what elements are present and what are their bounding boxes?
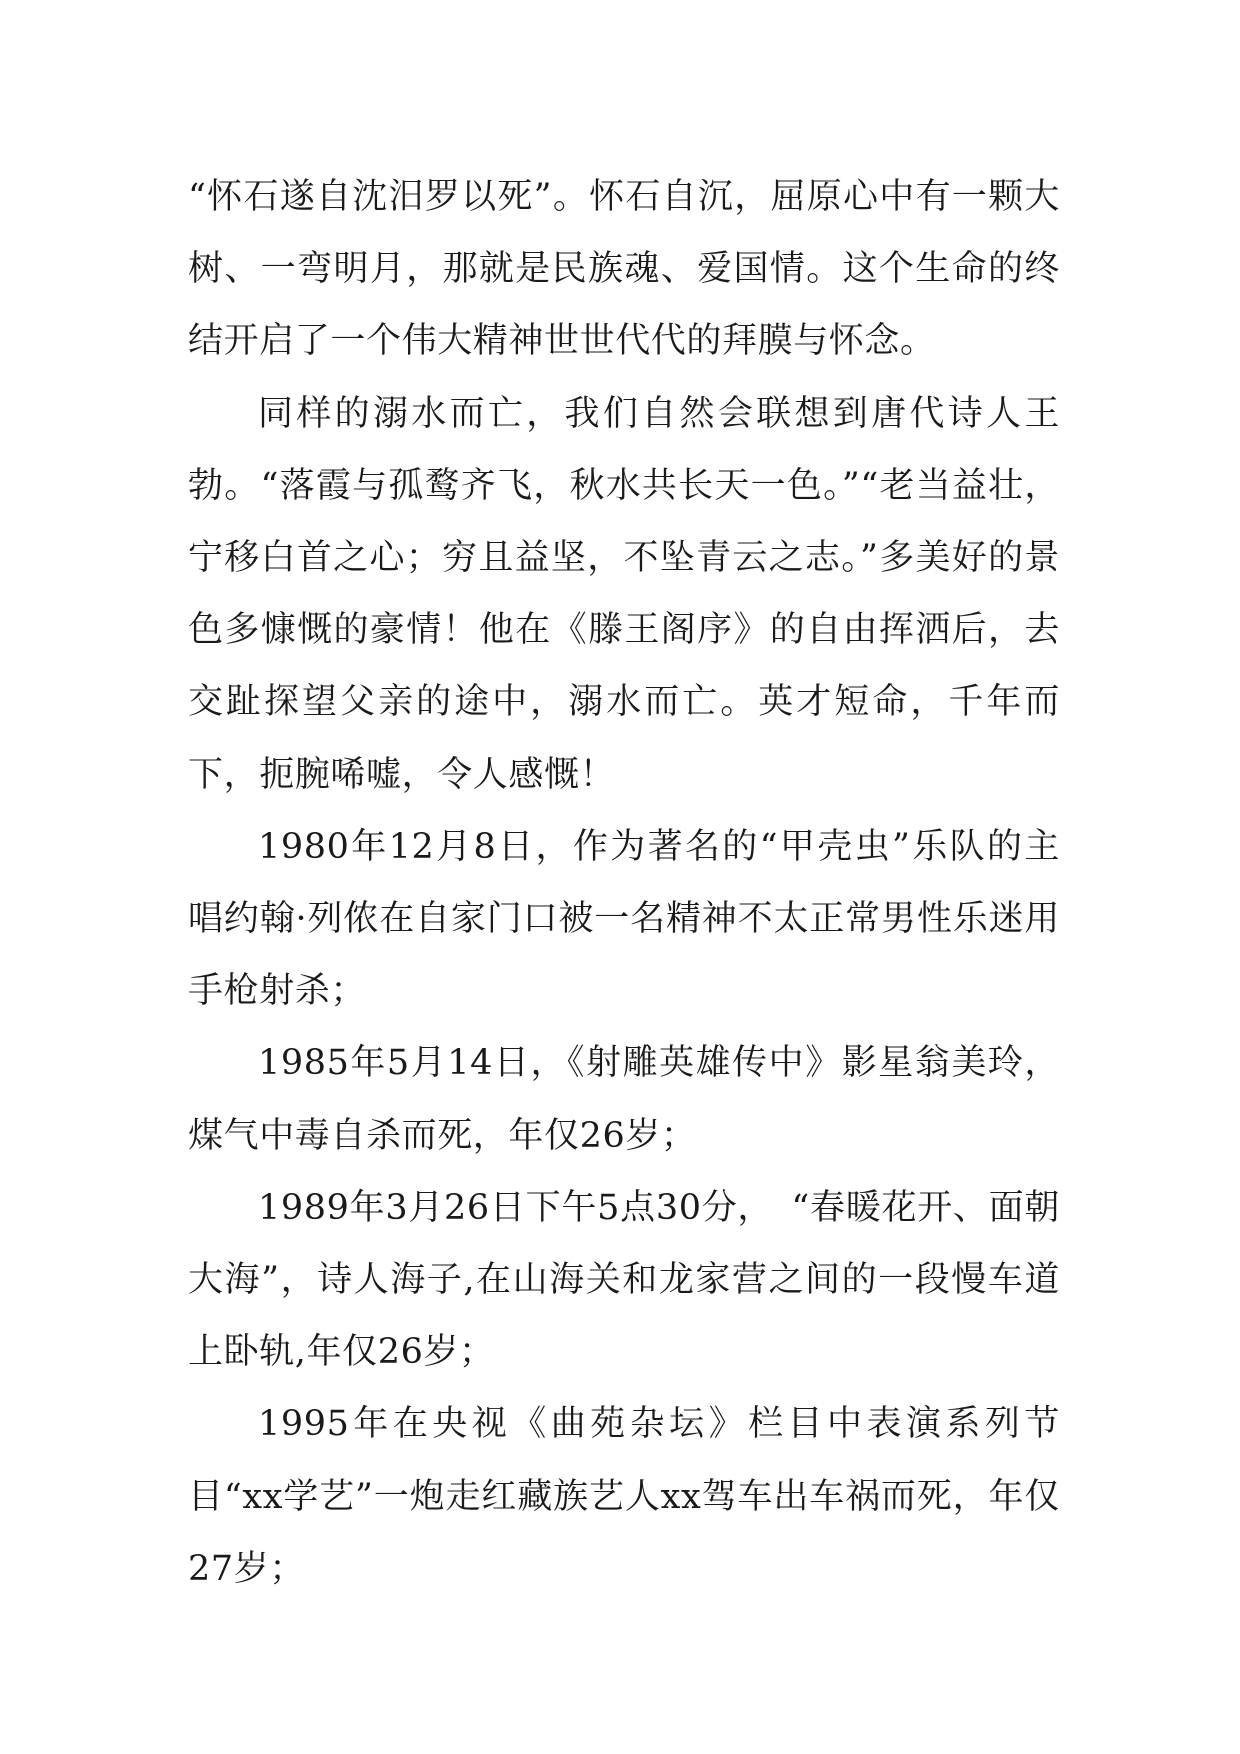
paragraph-haizi: 1989年3月26日下午5点30分， “春暖花开、面朝大海”，诗人海子,在山海关和龙家营之间的一段慢车道上卧轨,年仅26岁； [188,1187,1060,1373]
paragraph-john-lennon: 1980年12月8日，作为著名的“甲壳虫”乐队的主唱约翰·列侬在自家门口被一名精神不太正常男性乐迷用手枪射杀； [188,826,1060,1012]
paragraph-wangbo: 同样的溺水而亡，我们自然会联想到唐代诗人王勃。“落霞与孤鹜齐飞，秋水共长天一色。”“老当益壮，宁移白首之心；穷且益坚，不坠青云之志。”多美好的景色多慷慨的豪情！他在《滕王阁序》的自由挥洒后，去交趾探望父亲的途中，溺水而亡。英才短命，千年而下，扼腕唏嘘，令人感慨！ [188,393,1060,795]
paragraph-barbara-yung: 1985年5月14日，《射雕英雄传中》影星翁美玲，煤气中毒自杀而死，年仅26岁； [188,1043,1060,1156]
document-page [188,161,1060,1605]
paragraph-1995-artist: 1995年在央视《曲苑杂坛》栏目中表演系列节目“xx学艺”一炮走红藏族艺人xx驾车出车祸而死，年仅27岁； [188,1404,1060,1589]
paragraph-quyuan: “怀石遂自沈汨罗以死”。怀石自沉，屈原心中有一颗大树、一弯明月，那就是民族魂、爱国情。这个生命的终结开启了一个伟大精神世世代代的拜膜与怀念。 [188,177,1060,362]
